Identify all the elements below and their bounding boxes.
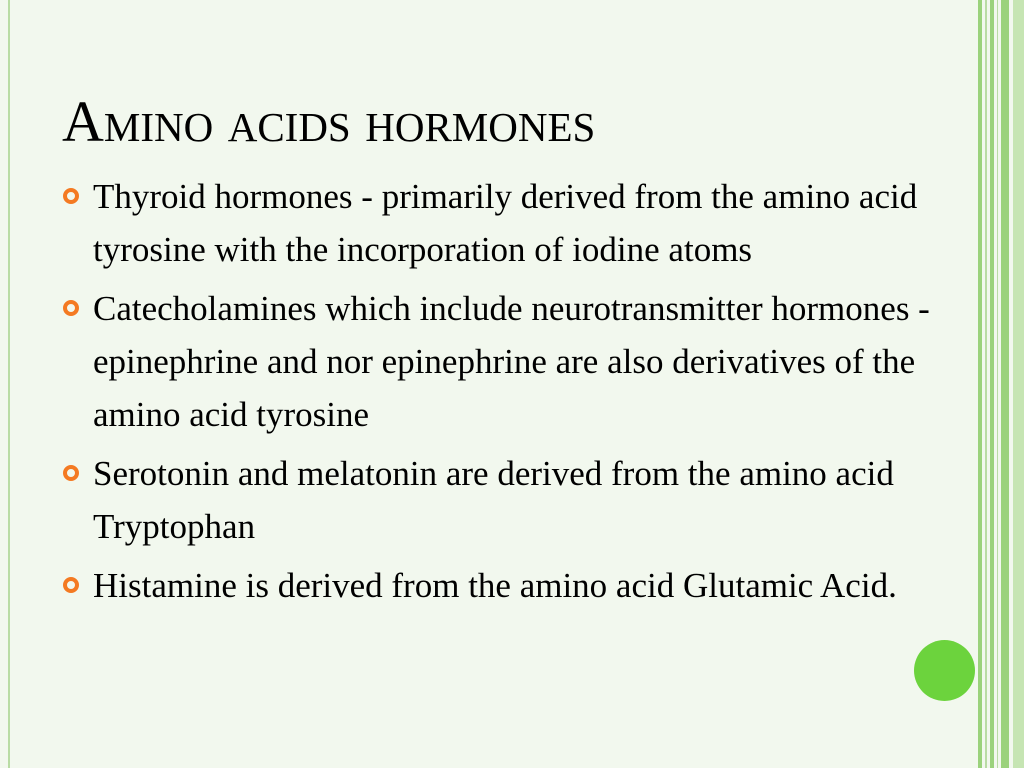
orange-ring-bullet-icon	[63, 465, 79, 481]
orange-ring-bullet-icon	[63, 577, 79, 593]
bullet-item	[63, 559, 943, 612]
orange-ring-bullet-icon	[63, 188, 79, 204]
bullet-item	[63, 282, 943, 441]
decorative-bar	[985, 0, 987, 768]
decorative-bar	[990, 0, 994, 768]
decorative-bar	[1001, 0, 1009, 768]
bullet-text: Histamine is derived from the amino acid Glutamic Acid.	[93, 566, 897, 605]
decorative-bar	[997, 0, 998, 768]
left-border-line	[8, 0, 10, 768]
orange-ring-bullet-icon	[63, 300, 79, 316]
green-circle-icon	[914, 640, 975, 701]
bullet-text: Thyroid hormones - primarily derived from the amino acid tyrosine with the incorporation of iodine atoms	[93, 177, 918, 269]
bullet-text: Catecholamines which include neurotransmitter hormones - epinephrine and nor epinephrine are also derivatives of the amino acid tyrosine	[93, 289, 930, 434]
bullet-item	[63, 170, 943, 276]
bullet-list	[63, 170, 943, 618]
bullet-item	[63, 447, 943, 553]
bullet-text: Serotonin and melatonin are derived from the amino acid Tryptophan	[93, 454, 894, 546]
slide-title: Amino acids hormones	[62, 89, 596, 154]
decorative-bar	[1013, 0, 1024, 768]
decorative-bar	[978, 0, 982, 768]
